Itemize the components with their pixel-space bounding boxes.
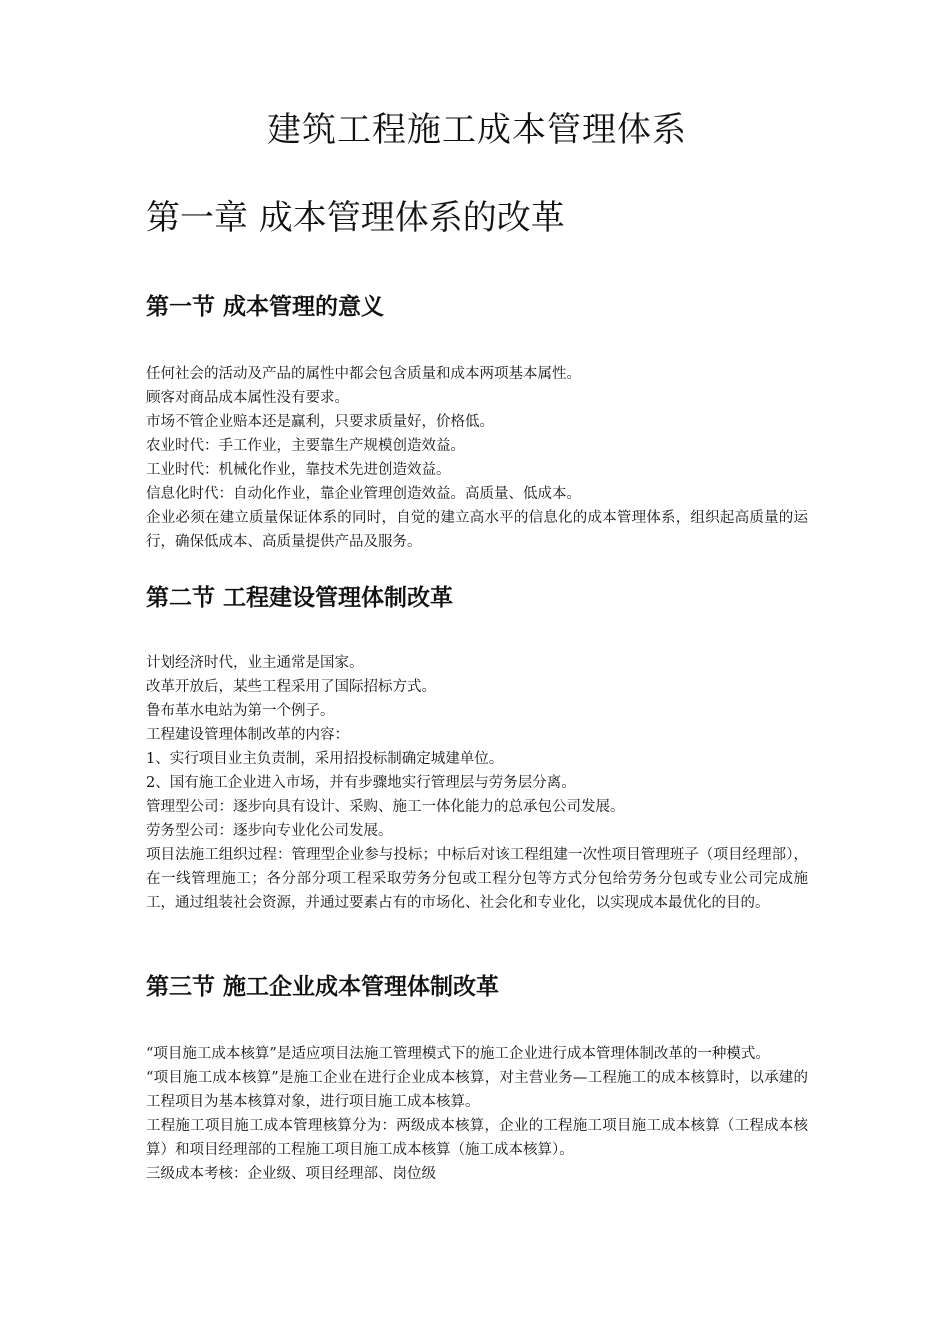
- paragraph: 工程建设管理体制改革的内容：: [146, 727, 349, 743]
- paragraph: 企业必须在建立质量保证体系的同时，自觉的建立高水平的信息化的成本管理体系，组织起高质量的运行，确保低成本、高质量提供产品及服务。: [146, 510, 808, 550]
- section-title: 第二节 工程建设管理体制改革: [146, 585, 454, 611]
- paragraph: 改革开放后，某些工程采用了国际招标方式。: [146, 679, 436, 695]
- paragraph: 工程施工项目施工成本管理核算分为：两级成本核算，企业的工程施工项目施工成本核算（工程成本核算）和项目经理部的工程施工项目施工成本核算（施工成本核算）。: [146, 1118, 808, 1158]
- document-title: 建筑工程施工成本管理体系: [267, 110, 687, 150]
- paragraph: “项目施工成本核算”是适应项目法施工管理模式下的施工企业进行成本管理体制改革的一种模式。: [146, 1046, 770, 1062]
- paragraph: 管理型公司：逐步向具有设计、采购、施工一体化能力的总承包公司发展。: [146, 799, 625, 815]
- paragraph: 农业时代：手工作业，主要靠生产规模创造效益。: [146, 438, 465, 454]
- paragraph: 三级成本考核：企业级、项目经理部、岗位级: [146, 1166, 436, 1182]
- paragraph: 项目法施工组织过程：管理型企业参与投标；中标后对该工程组建一次性项目管理班子（项目经理部），在一线管理施工；各分部分项工程采取劳务分包或工程分包等方式分包给劳务分包或专业公司完成施工，通过组装社会资源，并通过要素占有的市场化、社会化和专业化，以实现成本最优化的目的。: [146, 847, 808, 911]
- paragraph: 工业时代：机械化作业，靠技术先进创造效益。: [146, 462, 451, 478]
- paragraph: 任何社会的活动及产品的属性中都会包含质量和成本两项基本属性。: [146, 366, 581, 382]
- section-body: [146, 1042, 808, 1186]
- paragraph: 计划经济时代，业主通常是国家。: [146, 655, 364, 671]
- paragraph: 市场不管企业赔本还是赢利，只要求质量好，价格低。: [146, 414, 494, 430]
- paragraph: 劳务型公司：逐步向专业化公司发展。: [146, 823, 393, 839]
- paragraph: 顾客对商品成本属性没有要求。: [146, 390, 349, 406]
- paragraph: 2、国有施工企业进入市场，并有步骤地实行管理层与劳务层分离。: [146, 775, 576, 791]
- paragraph: 鲁布革水电站为第一个例子。: [146, 703, 335, 719]
- chapter-title: 第一章 成本管理体系的改革: [146, 198, 565, 238]
- paragraph: 1、实行项目业主负责制，采用招投标制确定城建单位。: [146, 751, 504, 767]
- section-body: [146, 651, 808, 915]
- paragraph: “项目施工成本核算”是施工企业在进行企业成本核算，对主营业务—工程施工的成本核算时，以承建的工程项目为基本核算对象，进行项目施工成本核算。: [146, 1070, 808, 1110]
- section-title: 第三节 施工企业成本管理体制改革: [146, 974, 500, 1000]
- section-body: [146, 362, 808, 554]
- paragraph: 信息化时代：自动化作业，靠企业管理创造效益。高质量、低成本。: [146, 486, 581, 502]
- section-title: 第一节 成本管理的意义: [146, 294, 385, 320]
